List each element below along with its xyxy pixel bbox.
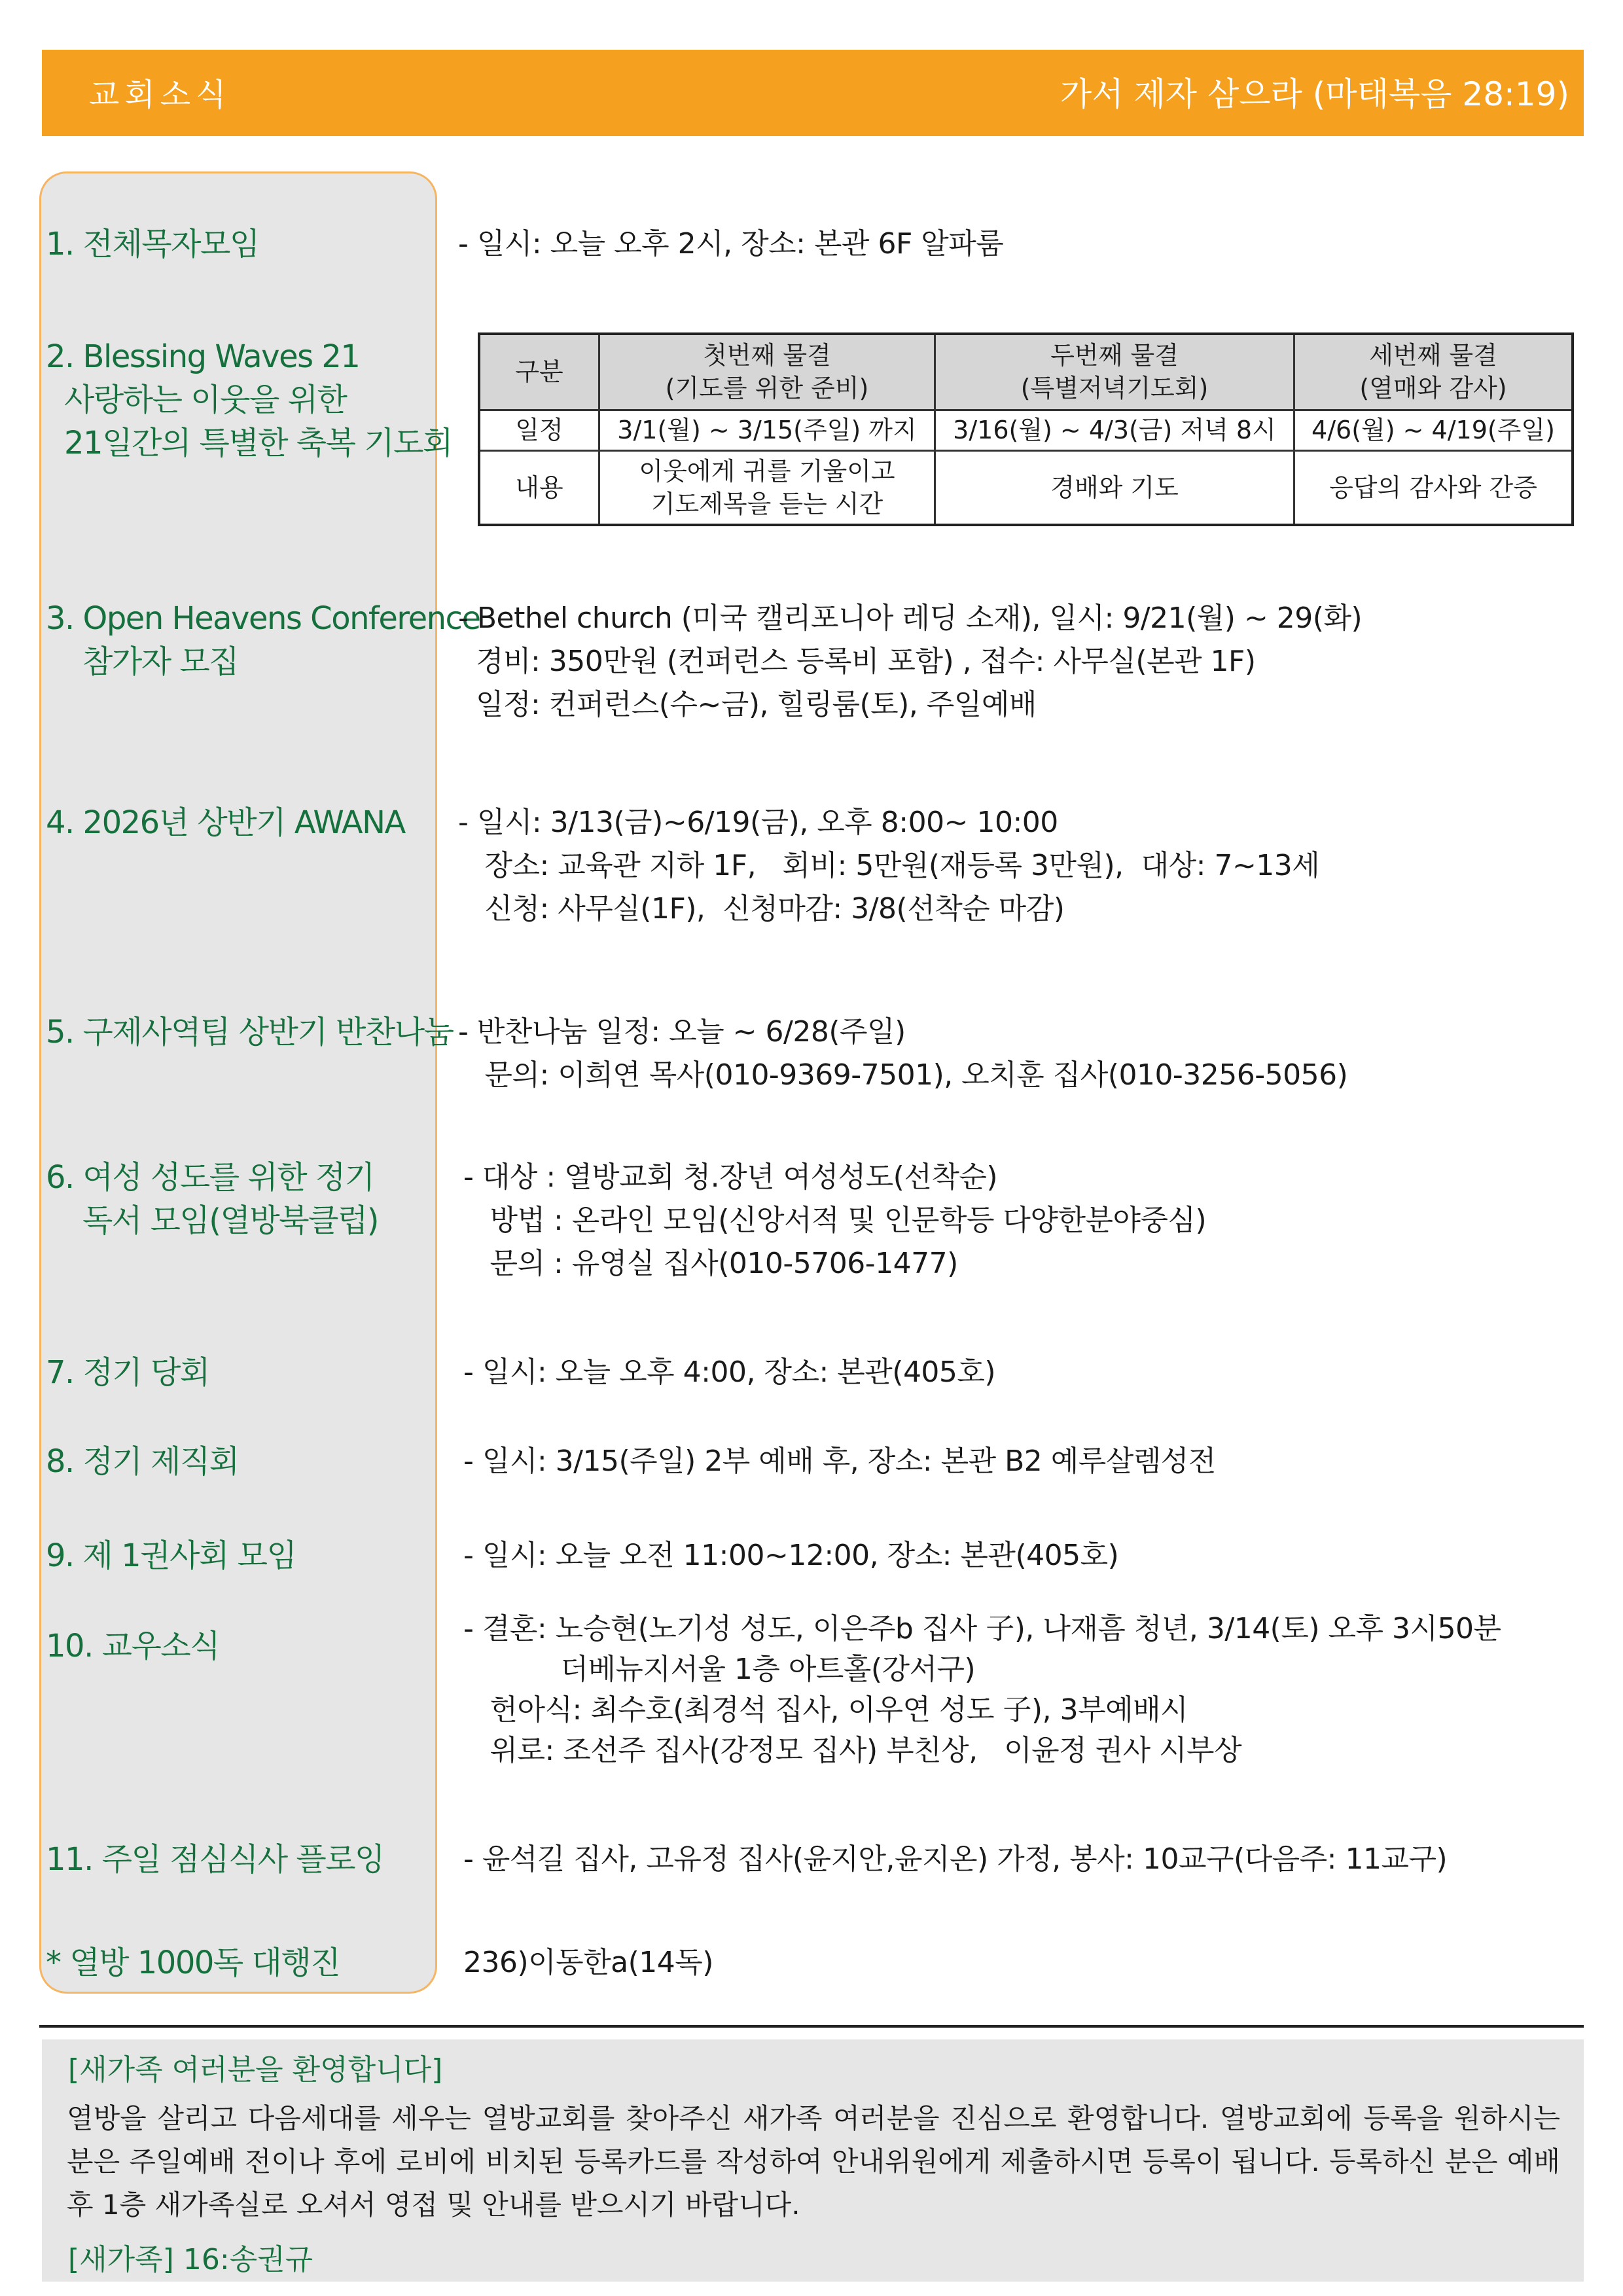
- newcomer-title: [새가족 여러분을 환영합니다]: [68, 2053, 443, 2087]
- table-header: 세번째 물결 (열매와 감사): [1294, 334, 1573, 410]
- item-content-9: - 일시: 오늘 오전 11:00~12:00, 장소: 본관(405호): [463, 1539, 1119, 1572]
- item-content-10: - 결혼: 노승현(노기성 성도, 이은주b 집사 子), 나재흠 청년, 3/14(토) 오후 3시50분 더베뉴지서울 1층 아트홀(강서구) 헌아식: 최수호(최경석 집사, 이우연 성도 子), 3부예배시 위로: 조선주 집사(강정모 집사) 부친상, 이윤정 권사 시부상: [463, 1612, 1501, 1767]
- table-header: 구분: [479, 334, 599, 410]
- section-divider: [39, 2025, 1584, 2028]
- newcomer-footer: [새가족] 16:송권규: [68, 2243, 313, 2276]
- item-content-4: - 일시: 3/13(금)~6/19(금), 오후 8:00~ 10:00 장소: 교육관 지하 1F, 회비: 5만원(재등록 3만원), 대상: 7~13세 신청: 사무실(1F), 신청마감: 3/8(선착순 마감): [458, 806, 1320, 925]
- item-title-1: 1. 전체목자모임: [46, 226, 259, 262]
- item-title-7: 7. 정기 당회: [46, 1354, 209, 1391]
- item-content-11: - 윤석길 집사, 고유정 집사(윤지안,윤지온) 가정, 봉사: 10교구(다음주: 11교구): [463, 1842, 1448, 1876]
- table-header: 첫번째 물결 (기도를 위한 준비): [599, 334, 935, 410]
- item-title-12: * 열방 1000독 대행진: [46, 1945, 340, 1981]
- item-title-11: 11. 주일 점심식사 플로잉: [46, 1841, 384, 1878]
- table-cell: 3/16(월) ~ 4/3(금) 저녁 8시: [935, 410, 1294, 451]
- item-content-3: - Bethel church (미국 캘리포니아 레딩 소재), 일시: 9/21(월) ~ 29(화) 경비: 350만원 (컨퍼런스 등록비 포함) , 접수: 사무실(본관 1F) 일정: 컨퍼런스(수~금), 힐링룸(토), 주일예배: [458, 601, 1363, 721]
- table-cell: 경배와 기도: [935, 451, 1294, 525]
- item-content-7: - 일시: 오늘 오후 4:00, 장소: 본관(405호): [463, 1355, 996, 1389]
- newcomer-welcome-box: [42, 2039, 1584, 2282]
- item-title-6: 6. 여성 성도를 위한 정기 독서 모임(열방북클럽): [46, 1159, 379, 1239]
- item-title-2: 2. Blessing Waves 21 사랑하는 이웃을 위한 21일간의 특별한 축복 기도회: [46, 338, 452, 461]
- table-cell: 3/1(월) ~ 3/15(주일) 까지: [599, 410, 935, 451]
- item-title-9: 9. 제 1권사회 모임: [46, 1537, 296, 1574]
- table-cell: 응답의 감사와 간증: [1294, 451, 1573, 525]
- item-content-5: - 반찬나눔 일정: 오늘 ~ 6/28(주일) 문의: 이희연 목사(010-9369-7501), 오치훈 집사(010-3256-5056): [458, 1015, 1348, 1092]
- item-title-5: 5. 구제사역팀 상반기 반찬나눔: [46, 1014, 454, 1050]
- item-content-6: - 대상 : 열방교회 청.장년 여성성도(선착순) 방법 : 온라인 모임(신앙서적 및 인문학등 다양한분야중심) 문의 : 유영실 집사(010-5706-1477): [463, 1160, 1207, 1280]
- table-header: 두번째 물결 (특별저녁기도회): [935, 334, 1294, 410]
- item-title-4: 4. 2026년 상반기 AWANA: [46, 804, 405, 841]
- item-content-1: - 일시: 오늘 오후 2시, 장소: 본관 6F 알파룸: [458, 227, 1004, 260]
- newcomer-body: 열방을 살리고 다음세대를 세우는 열방교회를 찾아주신 새가족 여러분을 진심으로 환영합니다. 열방교회에 등록을 원하시는 분은 주일예배 전이나 후에 로비에 비치된 등록카드를 작성하여 안내위원에게 제출하시면 등록이 됩니다. 등록하신 분은 예배 후 1층 새가족실로 오셔서 영접 및 안내를 받으시기 바랍니다.: [67, 2102, 1560, 2221]
- bible-verse: 가서 제자 삼으라 (마태복음 28:19): [1060, 75, 1569, 113]
- item-title-10: 10. 교우소식: [46, 1628, 220, 1664]
- page-header: [42, 50, 1584, 136]
- table-cell: 내용: [479, 451, 599, 525]
- section-title: 교회소식: [89, 77, 232, 113]
- blessing-waves-table: [478, 332, 1574, 526]
- item-title-3: 3. Open Heavens Conference 참가자 모집: [46, 600, 480, 680]
- item-title-8: 8. 정기 제직회: [46, 1443, 239, 1480]
- table-row: [479, 410, 1573, 451]
- table-cell: 4/6(월) ~ 4/19(주일): [1294, 410, 1573, 451]
- item-content-12: 236)이동한a(14독): [463, 1946, 713, 1979]
- table-cell: 일정: [479, 410, 599, 451]
- table-row: [479, 451, 1573, 525]
- item-content-8: - 일시: 3/15(주일) 2부 예배 후, 장소: 본관 B2 예루살렘성전: [463, 1444, 1216, 1478]
- table-cell: 이웃에게 귀를 기울이고 기도제목을 듣는 시간: [599, 451, 935, 525]
